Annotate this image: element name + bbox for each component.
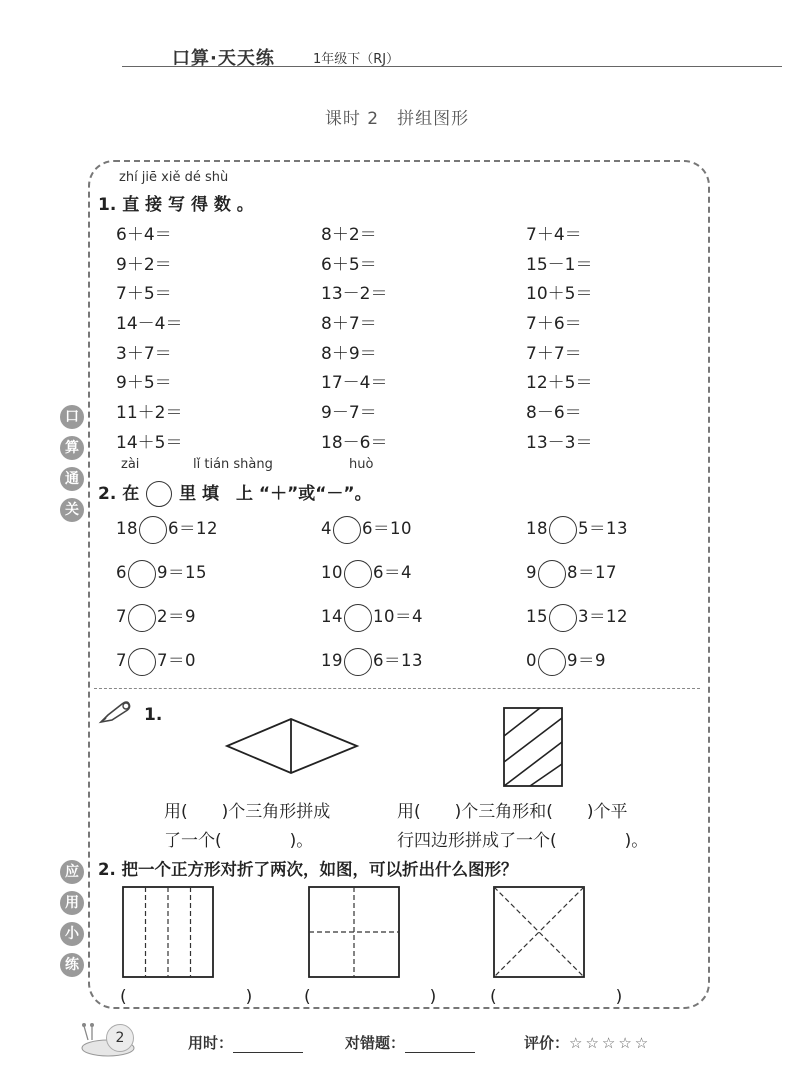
fill-expression: 9 8＝17: [526, 559, 628, 603]
fill-expression: 4 6＝10: [321, 515, 423, 559]
side-tab-char: 关: [60, 498, 84, 522]
fill-expression: 15 3＝12: [526, 603, 628, 647]
expression: 13－2＝: [321, 284, 388, 305]
expression: 8＋2＝: [321, 225, 377, 245]
expression: 8－6＝: [526, 403, 582, 424]
expression: 6＋5＝: [321, 254, 377, 275]
expression: 6＋4＝: [116, 225, 172, 245]
fill-expression: 0 9＝9: [526, 647, 628, 691]
answer-blank[interactable]: ( ): [120, 987, 253, 1007]
operator-blank[interactable]: [128, 648, 156, 676]
expression: 7＋4＝: [526, 225, 582, 245]
rating-stars[interactable]: ☆☆☆☆☆: [569, 1034, 652, 1052]
side-tab-char: 小: [60, 922, 84, 946]
q1-right-line1: 用( )个三角形和( )个平: [397, 802, 628, 822]
striped-rectangle-figure: [502, 706, 564, 788]
expression: 15－1＝: [526, 254, 593, 275]
operator-blank[interactable]: [538, 648, 566, 676]
expression: 8＋9＝: [321, 343, 377, 364]
answer-blank[interactable]: ( ): [304, 987, 437, 1007]
fill-expression: 18 5＝13: [526, 515, 628, 559]
time-label: 用时：: [188, 1034, 234, 1052]
operator-blank[interactable]: [538, 560, 566, 588]
fill-expression: 10 6＝4: [321, 559, 423, 603]
expression: 9＋2＝: [116, 254, 172, 275]
section1-title: 1. 直 接 写 得 数 。: [98, 195, 254, 215]
side-tab-char: 口: [60, 405, 84, 429]
time-field: [188, 1032, 303, 1053]
q1-right-line2: 行四边形拼成了一个( )。: [397, 831, 649, 851]
fill-expression: 14 10＝4: [321, 603, 423, 647]
fill-column-2: [321, 515, 423, 691]
expression: 9－7＝: [321, 403, 377, 424]
expression: 7＋6＝: [526, 314, 582, 335]
side-tab-char: 算: [60, 436, 84, 460]
square-fold-cross: [308, 886, 400, 978]
operator-blank[interactable]: [549, 516, 577, 544]
app-q2-text: 2. 把一个正方形对折了两次，如图，可以折出什么图形？: [98, 860, 518, 879]
operator-blank[interactable]: [344, 648, 372, 676]
q1-left-line1: 用( )个三角形拼成: [164, 802, 331, 822]
side-tab-char: 应: [60, 860, 84, 884]
operator-blank[interactable]: [549, 604, 577, 632]
operator-blank[interactable]: [333, 516, 361, 544]
fill-expression: 6 9＝15: [116, 559, 218, 603]
answer-blank[interactable]: ( ): [490, 987, 623, 1007]
side-tab-char: 通: [60, 467, 84, 491]
q1-left-line2: 了一个( )。: [164, 831, 314, 851]
expression: 3＋7＝: [116, 343, 172, 364]
page-number: 2: [106, 1024, 134, 1052]
section2-title-b: 里 填 上 “＋”或“－”。: [179, 484, 372, 504]
errors-label: 对错题：: [345, 1034, 406, 1052]
pinyin-huo: huò: [349, 457, 374, 472]
expression: 11＋2＝: [116, 403, 183, 424]
operator-blank[interactable]: [128, 560, 156, 588]
expression: 12＋5＝: [526, 373, 593, 394]
rating-label: 评价：: [524, 1034, 570, 1052]
fill-expression: 7 7＝0: [116, 647, 218, 691]
expression: 7＋5＝: [116, 284, 172, 305]
errors-input[interactable]: [405, 1038, 475, 1053]
fill-column-1: [116, 515, 218, 691]
operator-blank[interactable]: [344, 604, 372, 632]
rating-field: [524, 1032, 651, 1053]
expression: 7＋7＝: [526, 343, 582, 364]
expression: 17－4＝: [321, 373, 388, 394]
expression: 8＋7＝: [321, 314, 377, 335]
section1-pinyin: zhí jiē xiě dé shù: [119, 170, 229, 185]
expression: 14－4＝: [116, 314, 183, 335]
expr-column-2: [321, 220, 387, 458]
pencil-icon: [98, 698, 136, 726]
errors-field: [345, 1032, 475, 1053]
expression: 10＋5＝: [526, 284, 593, 305]
square-fold-diagonal: [493, 886, 585, 978]
section2-title-a: 2. 在: [98, 484, 140, 504]
section2-title: [98, 479, 372, 507]
circle-icon: [146, 481, 172, 507]
fill-expression: 7 2＝9: [116, 603, 218, 647]
brand-title: 口算·天天练: [172, 48, 275, 69]
operator-blank[interactable]: [128, 604, 156, 632]
rhombus-figure: [224, 716, 360, 776]
square-fold-vertical: [122, 886, 214, 978]
pinyin-li-tian-shang: lǐ tián shàng: [193, 457, 273, 472]
fill-expression: 19 6＝13: [321, 647, 423, 691]
fill-expression: 18 6＝12: [116, 515, 218, 559]
expression: 13－3＝: [526, 432, 593, 453]
expr-column-3: [526, 220, 592, 458]
side-tab-char: 用: [60, 891, 84, 915]
expression: 18－6＝: [321, 432, 388, 453]
time-input[interactable]: [233, 1038, 303, 1053]
operator-blank[interactable]: [139, 516, 167, 544]
operator-blank[interactable]: [344, 560, 372, 588]
app-q1-label: 1.: [144, 705, 163, 725]
fill-column-3: [526, 515, 628, 691]
expression: 9＋5＝: [116, 373, 172, 394]
expr-column-1: [116, 220, 182, 458]
expression: 14＋5＝: [116, 432, 183, 453]
pinyin-zai: zài: [121, 457, 140, 472]
side-tab-char: 练: [60, 953, 84, 977]
grade-label: 1年级下（RJ）: [313, 52, 400, 67]
lesson-title: 课时 2 拼组图形: [324, 109, 470, 129]
header-divider: [122, 66, 782, 67]
